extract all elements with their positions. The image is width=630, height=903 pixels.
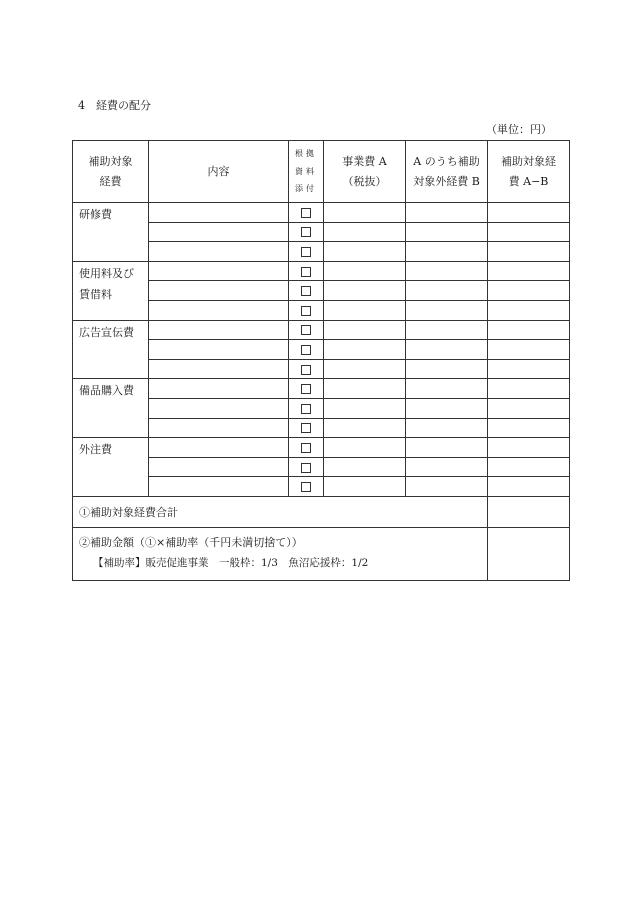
- eligible-cell[interactable]: [488, 359, 570, 379]
- cost-a-cell[interactable]: [324, 457, 406, 477]
- eligible-cell[interactable]: [488, 222, 570, 242]
- content-cell[interactable]: [149, 438, 289, 458]
- header-cost-a: 事業費 A （税抜）: [324, 141, 406, 203]
- table-header-row: [73, 141, 570, 203]
- table-row: [73, 379, 570, 399]
- total-row: [73, 496, 570, 527]
- evidence-cell: [289, 203, 324, 223]
- cost-a-cell[interactable]: [324, 222, 406, 242]
- cost-b-cell[interactable]: [406, 438, 488, 458]
- evidence-cell: [289, 379, 324, 399]
- evidence-cell: [289, 281, 324, 301]
- category-label: 使用料及び: [79, 266, 134, 280]
- content-cell[interactable]: [149, 320, 289, 340]
- content-cell[interactable]: [149, 379, 289, 399]
- content-cell[interactable]: [149, 457, 289, 477]
- cost-a-cell[interactable]: [324, 261, 406, 281]
- evidence-cell: [289, 418, 324, 438]
- evidence-checkbox[interactable]: [301, 267, 311, 277]
- content-cell[interactable]: [149, 261, 289, 281]
- category-label: 備品購入費: [79, 384, 134, 398]
- cost-a-cell[interactable]: [324, 438, 406, 458]
- evidence-checkbox[interactable]: [301, 306, 311, 316]
- eligible-cell[interactable]: [488, 398, 570, 418]
- total-value-cell[interactable]: [488, 496, 570, 527]
- category-label: 広告宣伝費: [79, 325, 134, 339]
- header-cost-b: A のうち補助 対象外経費 B: [406, 141, 488, 203]
- content-cell[interactable]: [149, 300, 289, 320]
- evidence-checkbox[interactable]: [301, 365, 311, 375]
- evidence-cell: [289, 457, 324, 477]
- evidence-cell: [289, 320, 324, 340]
- cost-b-cell[interactable]: [406, 359, 488, 379]
- cost-a-cell[interactable]: [324, 203, 406, 223]
- subsidy-rate-note: 【補助率】販売促進事業 一般枠：1/3 魚沼応援枠：1/2: [93, 557, 369, 570]
- evidence-checkbox[interactable]: [301, 325, 311, 335]
- header-category: 補助対象 経費: [73, 141, 149, 203]
- content-cell[interactable]: [149, 418, 289, 438]
- cost-a-cell[interactable]: [324, 281, 406, 301]
- subsidy-cell: [73, 527, 488, 580]
- category-cell: [73, 261, 149, 320]
- content-cell[interactable]: [149, 281, 289, 301]
- header-eligible: 補助対象経 費 A−B: [488, 141, 570, 203]
- evidence-checkbox[interactable]: [301, 463, 311, 473]
- evidence-cell: [289, 340, 324, 360]
- header-content: 内容: [149, 141, 289, 203]
- evidence-checkbox[interactable]: [301, 286, 311, 296]
- evidence-cell: [289, 222, 324, 242]
- category-label: 外注費: [79, 443, 112, 457]
- evidence-checkbox[interactable]: [301, 227, 311, 237]
- category-cell: [73, 320, 149, 379]
- cost-a-cell[interactable]: [324, 359, 406, 379]
- eligible-cell[interactable]: [488, 261, 570, 281]
- eligible-cell[interactable]: [488, 438, 570, 458]
- content-cell[interactable]: [149, 203, 289, 223]
- eligible-cell[interactable]: [488, 300, 570, 320]
- subsidy-label: ②補助金額（①×補助率（千円未満切捨て））: [79, 536, 303, 550]
- content-cell[interactable]: [149, 477, 289, 497]
- content-cell[interactable]: [149, 359, 289, 379]
- content-cell[interactable]: [149, 340, 289, 360]
- category-label: 研修費: [79, 208, 112, 221]
- cost-b-cell[interactable]: [406, 418, 488, 438]
- cost-b-cell[interactable]: [406, 379, 488, 399]
- cost-a-cell[interactable]: [324, 320, 406, 340]
- evidence-checkbox[interactable]: [301, 423, 311, 433]
- evidence-cell: [289, 300, 324, 320]
- evidence-checkbox[interactable]: [301, 208, 311, 218]
- cost-b-cell[interactable]: [406, 261, 488, 281]
- evidence-cell: [289, 242, 324, 262]
- cost-a-cell[interactable]: [324, 418, 406, 438]
- evidence-checkbox[interactable]: [301, 443, 311, 453]
- cost-a-cell[interactable]: [324, 398, 406, 418]
- unit-label: （単位：円）: [486, 123, 552, 136]
- cost-b-cell[interactable]: [406, 281, 488, 301]
- eligible-cell[interactable]: [488, 203, 570, 223]
- cost-b-cell[interactable]: [406, 457, 488, 477]
- cost-a-cell[interactable]: [324, 242, 406, 262]
- evidence-checkbox[interactable]: [301, 345, 311, 355]
- cost-b-cell[interactable]: [406, 300, 488, 320]
- evidence-checkbox[interactable]: [301, 482, 311, 492]
- evidence-cell: [289, 477, 324, 497]
- cost-b-cell[interactable]: [406, 222, 488, 242]
- cost-b-cell[interactable]: [406, 340, 488, 360]
- evidence-checkbox[interactable]: [301, 247, 311, 257]
- eligible-cell[interactable]: [488, 320, 570, 340]
- eligible-cell[interactable]: [488, 340, 570, 360]
- evidence-cell: [289, 359, 324, 379]
- cost-b-cell[interactable]: [406, 398, 488, 418]
- table-row: [73, 203, 570, 223]
- table-row: [73, 261, 570, 281]
- cost-b-cell[interactable]: [406, 477, 488, 497]
- category-cell: [73, 438, 149, 497]
- table-row: [73, 320, 570, 340]
- eligible-cell[interactable]: [488, 379, 570, 399]
- category-label: 賃借料: [79, 287, 112, 301]
- evidence-checkbox[interactable]: [301, 384, 311, 394]
- evidence-cell: [289, 261, 324, 281]
- eligible-cell[interactable]: [488, 242, 570, 262]
- category-cell: [73, 203, 149, 262]
- category-cell: [73, 379, 149, 438]
- table-row: [73, 438, 570, 458]
- cost-b-cell[interactable]: [406, 320, 488, 340]
- subsidy-value-cell[interactable]: [488, 527, 570, 580]
- cost-a-cell[interactable]: [324, 477, 406, 497]
- subsidy-row: [73, 527, 570, 580]
- header-evidence: 根拠 資料 添付: [289, 141, 324, 203]
- content-cell[interactable]: [149, 398, 289, 418]
- section-heading: 4 経費の配分: [78, 99, 151, 112]
- total-label: ①補助対象経費合計: [73, 496, 488, 527]
- eligible-cell[interactable]: [488, 477, 570, 497]
- cost-a-cell[interactable]: [324, 340, 406, 360]
- eligible-cell[interactable]: [488, 457, 570, 477]
- content-cell[interactable]: [149, 242, 289, 262]
- cost-a-cell[interactable]: [324, 300, 406, 320]
- evidence-cell: [289, 438, 324, 458]
- content-cell[interactable]: [149, 222, 289, 242]
- cost-a-cell[interactable]: [324, 379, 406, 399]
- evidence-cell: [289, 398, 324, 418]
- cost-b-cell[interactable]: [406, 203, 488, 223]
- budget-allocation-table: [72, 140, 570, 581]
- evidence-checkbox[interactable]: [301, 404, 311, 414]
- eligible-cell[interactable]: [488, 281, 570, 301]
- cost-b-cell[interactable]: [406, 242, 488, 262]
- eligible-cell[interactable]: [488, 418, 570, 438]
